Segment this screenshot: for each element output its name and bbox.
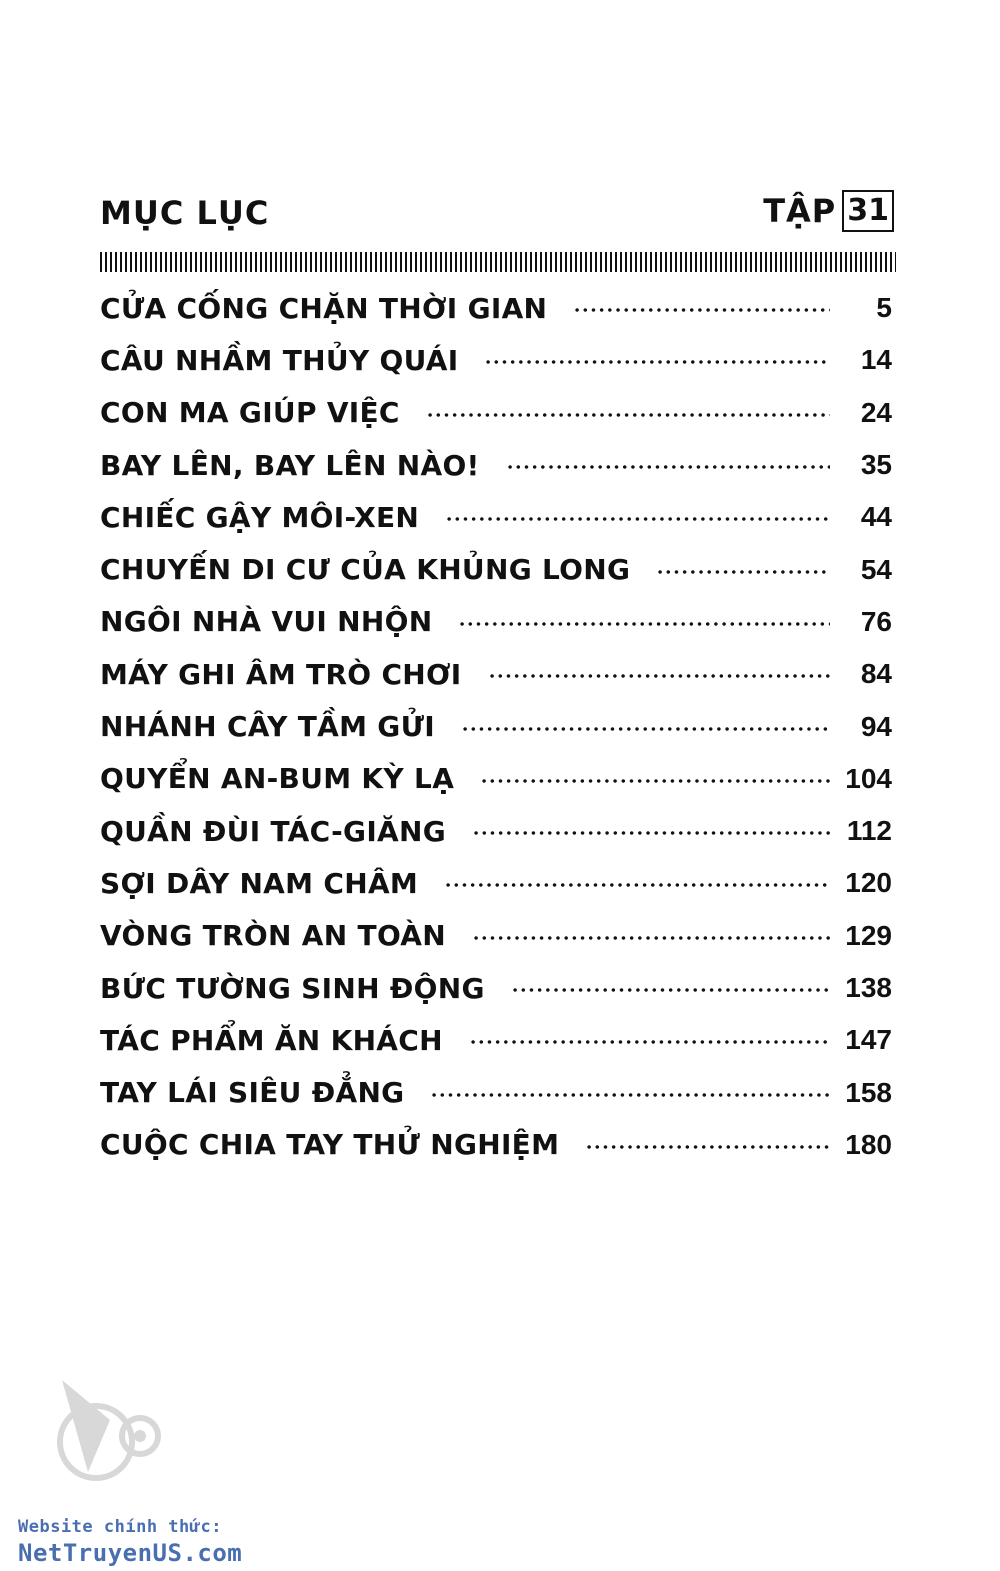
dot-leader (458, 622, 830, 626)
dot-leader (511, 988, 830, 992)
toc-entry[interactable] (100, 648, 892, 700)
volume-number: 31 (842, 190, 894, 232)
website-watermark (18, 1517, 242, 1567)
toc-entry-title: SỢI DÂY NAM CHÂM (100, 866, 419, 900)
toc-entry[interactable] (100, 1014, 892, 1066)
toc-entry-page-number: 76 (860, 605, 892, 637)
toc-entry[interactable] (100, 282, 892, 334)
dot-leader (469, 1040, 830, 1044)
dot-leader (461, 727, 830, 731)
toc-entry-title: CÂU NHẦM THỦY QUÁI (100, 343, 459, 377)
toc-header (100, 188, 896, 238)
dot-leader (444, 883, 830, 887)
toc-entry-title: BỨC TƯỜNG SINH ĐỘNG (100, 971, 485, 1005)
toc-entry-title: CHIẾC GẬY MÔI-XEN (100, 500, 420, 534)
toc-entry-title: QUẦN ĐÙI TÁC-GIĂNG (100, 814, 447, 848)
toc-entry[interactable] (100, 805, 892, 857)
toc-entry-title: CHUYẾN DI CƯ CỦA KHỦNG LONG (100, 553, 631, 587)
toc-entry-page-number: 104 (845, 762, 892, 794)
toc-entry-title: BAY LÊN, BAY LÊN NÀO! (100, 448, 480, 482)
toc-entry[interactable] (100, 910, 892, 962)
toc-entry-page-number: 5 (876, 292, 892, 324)
toc-entry-page-number: 94 (860, 710, 892, 742)
website-url[interactable]: NetTruyenUS.com (18, 1539, 243, 1567)
toc-entry[interactable] (100, 334, 892, 386)
toc-entry[interactable] (100, 753, 892, 805)
toc-entry[interactable] (100, 596, 892, 648)
volume-indicator (763, 190, 894, 232)
toc-entry-page-number: 180 (845, 1128, 892, 1160)
toc-entry[interactable] (100, 1066, 892, 1118)
toc-entry[interactable] (100, 543, 892, 595)
toc-entry-page-number: 54 (860, 553, 892, 585)
toc-entry[interactable] (100, 491, 892, 543)
toc-entry[interactable] (100, 387, 892, 439)
toc-entry-page-number: 44 (860, 501, 892, 533)
toc-entry-page-number: 112 (846, 815, 892, 847)
toc-entry-title: CỬA CỐNG CHẶN THỜI GIAN (100, 291, 548, 325)
dot-leader (488, 674, 830, 678)
header-divider (100, 252, 896, 272)
dot-leader (426, 413, 830, 417)
dot-leader (472, 936, 830, 940)
bird-logo-icon (48, 1380, 168, 1490)
toc-entry-title: NGÔI NHÀ VUI NHỘN (100, 605, 433, 639)
toc-entry-page-number: 147 (845, 1024, 892, 1056)
toc-entry[interactable] (100, 962, 892, 1014)
dot-leader (445, 517, 830, 521)
toc-entry-page-number: 158 (845, 1076, 892, 1108)
toc-entry-page-number: 138 (845, 972, 892, 1003)
dot-leader (585, 1145, 830, 1149)
toc-entry-page-number: 129 (845, 919, 892, 951)
toc-entry-page-number: 120 (845, 867, 892, 899)
toc-entry-title: VÒNG TRÒN AN TOÀN (100, 919, 446, 953)
toc-entry-title: NHÁNH CÂY TẦM GỬI (100, 710, 435, 744)
toc-entry-title: MÁY GHI ÂM TRÒ CHƠI (100, 657, 462, 691)
page-title: MỤC LỤC (100, 194, 270, 232)
dot-leader (480, 779, 830, 783)
website-label: Website chính thức: (18, 1517, 222, 1537)
dot-leader (472, 831, 830, 835)
toc-entry-page-number: 24 (860, 396, 892, 428)
dot-leader (484, 360, 830, 364)
toc-entry-title: CON MA GIÚP VIỆC (100, 396, 400, 430)
toc-entry-title: TÁC PHẨM ĂN KHÁCH (100, 1023, 443, 1057)
toc-entry-title: TAY LÁI SIÊU ĐẲNG (100, 1076, 405, 1110)
volume-label: TẬP (763, 192, 837, 230)
dot-leader (573, 308, 830, 312)
toc-entry[interactable] (100, 700, 892, 752)
toc-entry-page-number: 14 (860, 344, 892, 376)
toc-entry[interactable] (100, 1119, 892, 1171)
toc-entry[interactable] (100, 857, 892, 909)
toc-entry-title: CUỘC CHIA TAY THỬ NGHIỆM (100, 1128, 560, 1162)
dot-leader (656, 570, 830, 574)
dot-leader (430, 1093, 830, 1097)
toc-list (100, 282, 892, 1171)
toc-entry-title: QUYỂN AN-BUM KỲ LẠ (100, 762, 455, 796)
toc-entry-page-number: 35 (860, 449, 892, 481)
toc-entry[interactable] (100, 439, 892, 491)
dot-leader (506, 465, 830, 469)
toc-entry-page-number: 84 (860, 658, 892, 690)
